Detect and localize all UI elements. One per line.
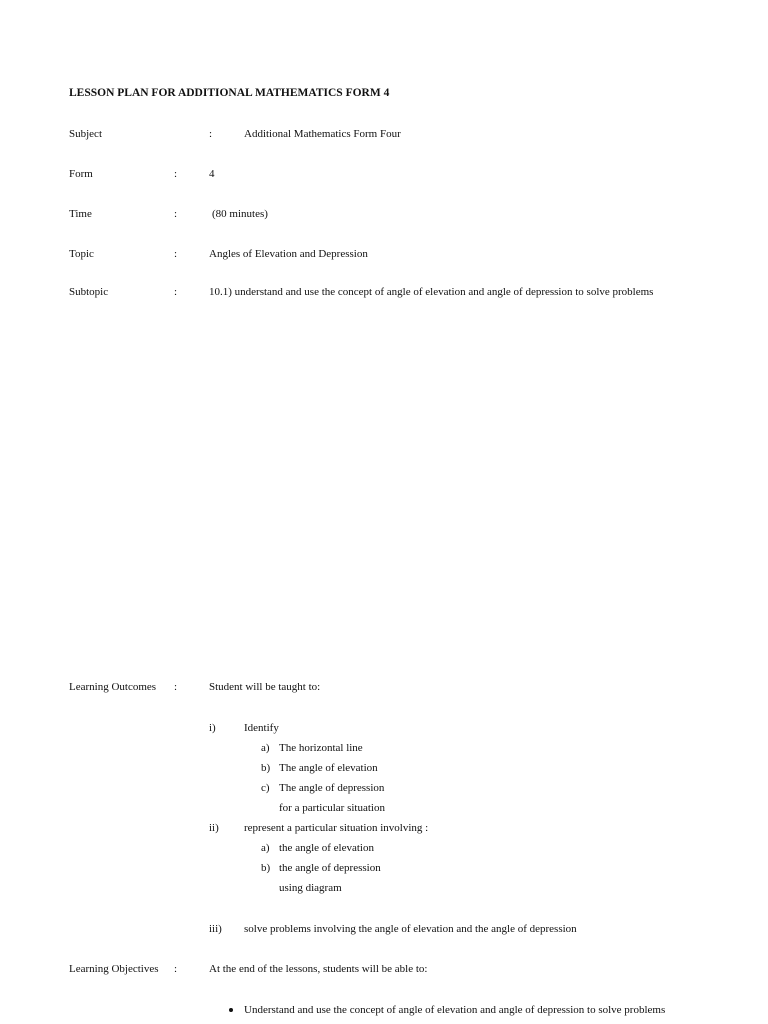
learning-objectives-label: Learning Objectives — [69, 963, 159, 975]
sub-item-letter: b) — [261, 762, 271, 774]
learning-objectives-colon: : — [174, 963, 178, 975]
document-title: LESSON PLAN FOR ADDITIONAL MATHEMATICS FORM 4 — [69, 87, 390, 99]
sub-item-text: The angle of depression — [279, 782, 385, 794]
outcome-text: represent a particular situation involving : — [244, 822, 429, 834]
outcome-text: solve problems involving the angle of elevation and the angle of depression — [244, 923, 577, 935]
sub-item-text: the angle of depression — [279, 862, 381, 874]
bullet-icon — [229, 1008, 233, 1012]
sub-item-letter: a) — [261, 742, 270, 754]
learning-outcomes-intro: Student will be taught to: — [209, 681, 321, 693]
outcome-number: iii) — [209, 923, 222, 935]
sub-item-letter: b) — [261, 862, 271, 874]
learning-objectives-intro: At the end of the lessons, students will be able to: — [209, 963, 428, 975]
form-colon: : — [174, 168, 178, 180]
subject-label: Subject — [69, 128, 102, 140]
sub-item-letter: c) — [261, 782, 270, 794]
outcome-text: Identify — [244, 722, 279, 734]
sub-item-text: the angle of elevation — [279, 842, 374, 854]
sub-item-text: The horizontal line — [279, 742, 363, 754]
sub-item-tail: using diagram — [279, 882, 342, 894]
subject-colon: : — [209, 128, 213, 140]
time-value: (80 minutes) — [212, 208, 268, 220]
sub-item-tail: for a particular situation — [279, 802, 385, 814]
learning-outcomes-label: Learning Outcomes — [69, 681, 157, 693]
topic-value: Angles of Elevation and Depression — [209, 248, 368, 260]
subtopic-value: 10.1) understand and use the concept of angle of elevation and angle of depression to solve problems — [209, 286, 654, 298]
outcome-number: ii) — [209, 822, 219, 834]
topic-colon: : — [174, 248, 178, 260]
learning-outcomes-colon: : — [174, 681, 178, 693]
form-value: 4 — [209, 168, 215, 180]
subject-value: Additional Mathematics Form Four — [244, 128, 401, 140]
topic-label: Topic — [69, 248, 94, 260]
sub-item-text: The angle of elevation — [279, 762, 378, 774]
subtopic-label: Subtopic — [69, 286, 109, 298]
sub-item-letter: a) — [261, 842, 270, 854]
time-label: Time — [69, 208, 92, 220]
objective-text: Understand and use the concept of angle of elevation and angle of depression to solve problems — [244, 1004, 666, 1016]
form-label: Form — [69, 168, 93, 180]
outcome-number: i) — [209, 722, 216, 734]
subtopic-colon: : — [174, 286, 178, 298]
time-colon: : — [174, 208, 178, 220]
